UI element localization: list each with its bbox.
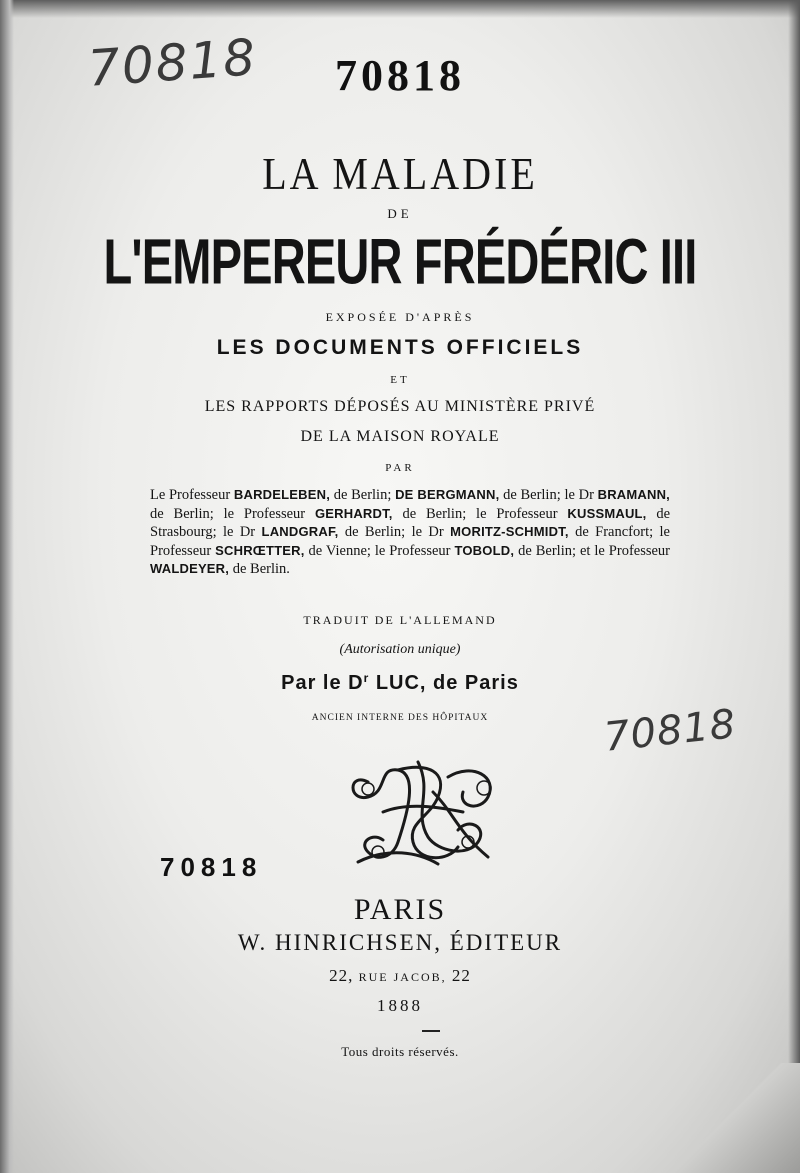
translator-line bbox=[0, 672, 800, 695]
author-name: SCHRŒTTER, bbox=[215, 542, 305, 558]
address-street: RUE JACOB, bbox=[358, 970, 447, 984]
author-name: BRAMANN, bbox=[597, 487, 670, 502]
translator-superscript: r bbox=[363, 671, 370, 685]
publisher-monogram-icon bbox=[338, 752, 508, 872]
author-text: de Berlin; et le Professeur bbox=[514, 542, 671, 559]
subtitle-maison: DE LA MAISON ROYALE bbox=[300, 428, 500, 445]
author-name: LANDGRAF, bbox=[261, 524, 339, 539]
authors-par: PAR bbox=[385, 462, 415, 474]
subtitle-et: ET bbox=[390, 374, 410, 386]
imprint-publisher: W. HINRICHSEN, ÉDITEUR bbox=[237, 930, 563, 955]
translator-prefix: Par le D bbox=[281, 672, 364, 694]
title-line-1: LA MALADIE bbox=[262, 147, 538, 200]
subtitle-documents: LES DOCUMENTS OFFICIELS bbox=[216, 336, 584, 359]
address-number-1: 22, bbox=[329, 966, 359, 985]
catalog-number-stamp-top: 70818 bbox=[335, 51, 465, 100]
author-name: MORITZ-SCHMIDT, bbox=[450, 524, 569, 539]
translation-note: TRADUIT DE L'ALLEMAND bbox=[303, 613, 497, 627]
catalog-number-stamp-left: 70818 bbox=[160, 852, 263, 882]
translator-credential: ANCIEN INTERNE DES HÔPITAUX bbox=[311, 713, 489, 723]
author-name: DE BERGMANN, bbox=[395, 487, 500, 502]
scan-edge-top bbox=[0, 0, 800, 18]
author-name: WALDEYER, bbox=[150, 561, 230, 576]
author-text: de Vienne; le Professeur bbox=[304, 542, 455, 559]
title-line-2: L'EMPEREUR FRÉDÉRIC III bbox=[103, 225, 697, 297]
address-number-2: 22 bbox=[446, 966, 471, 985]
rights-notice: Tous droits réservés. bbox=[341, 1044, 459, 1059]
imprint-address bbox=[0, 966, 800, 986]
author-text: de Berlin; le Dr bbox=[499, 487, 598, 503]
author-text: de Berlin; le Dr bbox=[338, 524, 451, 540]
handwritten-number-right: 70818 bbox=[601, 701, 739, 761]
translator-name: LUC, de Paris bbox=[369, 672, 519, 694]
author-name: KUSSMAUL, bbox=[567, 505, 647, 521]
author-text: de Berlin. bbox=[229, 561, 290, 577]
imprint-rule bbox=[422, 1030, 440, 1032]
author-text: de Francfort; le Professeur bbox=[150, 524, 670, 559]
author-text: de Berlin; bbox=[330, 487, 396, 503]
author-text: de Berlin; le Professeur bbox=[392, 505, 568, 522]
author-name: BARDELEBEN, bbox=[233, 487, 331, 502]
author-text: de Strasbourg; le Dr bbox=[150, 505, 671, 540]
author-name: GERHARDT, bbox=[314, 505, 393, 521]
imprint-city: PARIS bbox=[353, 893, 447, 926]
author-name: TOBOLD, bbox=[454, 542, 515, 558]
subtitle-exposee: EXPOSÉE D'APRÈS bbox=[325, 310, 475, 324]
authorization-note: (Autorisation unique) bbox=[339, 642, 461, 657]
title-connector: DE bbox=[387, 206, 413, 221]
author-text: de Berlin; le Professeur bbox=[150, 505, 315, 522]
author-text: Le Professeur bbox=[150, 487, 234, 503]
folded-corner bbox=[650, 1063, 800, 1173]
handwritten-number-top-left: 70818 bbox=[86, 28, 259, 98]
subtitle-rapports: LES RAPPORTS DÉPOSÉS AU MINISTÈRE PRIVÉ bbox=[204, 398, 596, 415]
imprint-year: 1888 bbox=[377, 996, 423, 1015]
authors-list bbox=[150, 486, 670, 579]
